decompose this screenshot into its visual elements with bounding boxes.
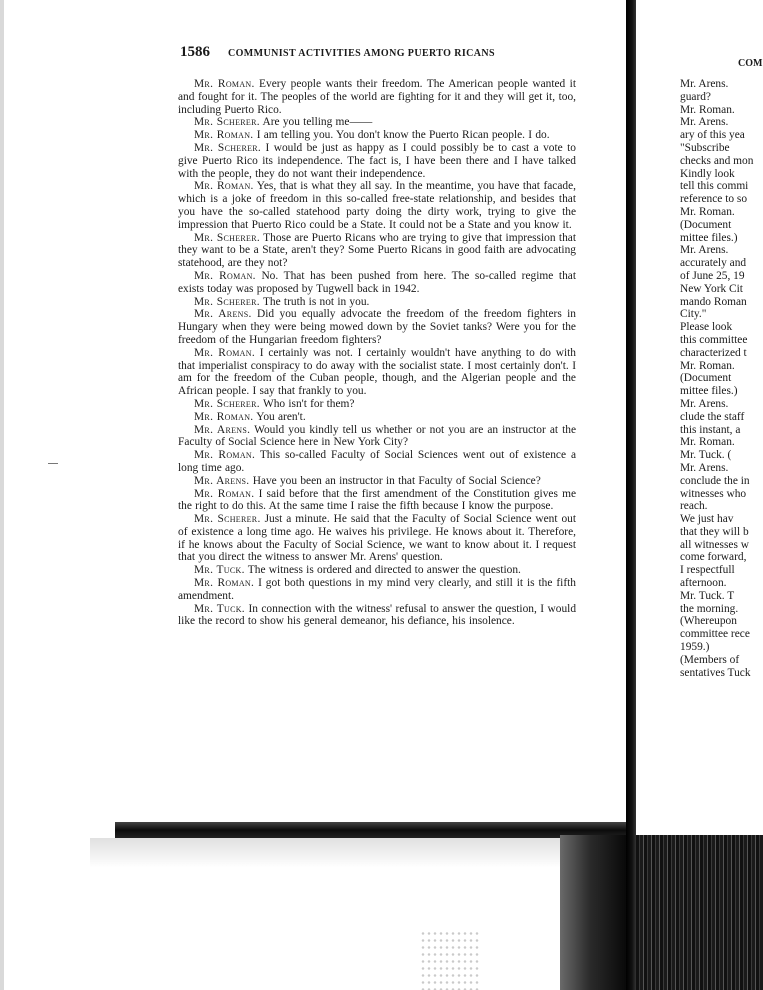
paragraph [178,603,576,629]
paragraph-text: In connection with the witness' refusal to answer the question, I would like the record to show his general demeanor, his defiance, his insolence. [178,602,577,628]
paragraph [178,308,576,346]
paragraph-text: I certainly was not. I certainly wouldn't have anything to do with that imperialist conspiracy to do away with the socialist state. I most certainly don't. I am for the freedom of the Cuban people, though, and the Algerian people and the African people. I say that frankly to you. [178,346,576,398]
facing-page-line: Kindly look [680,167,735,180]
margin-mark [48,463,58,464]
facing-page-line: New York Cit [680,282,743,295]
facing-page-line: come forward, [680,551,747,564]
speaker-label: Mr. Roman. [194,269,256,282]
paragraph [178,180,576,231]
paragraph-text: Yes, that is what they all say. In the meantime, you have that facade, which is a joke of freedom in this so-called free-state relationship, and besides that you have the so-called statehood party doing the dirty work, trying to give the impression that Puerto Rico could be a State. It could not be a State and you know it. [178,180,577,231]
speaker-label: Mr. Scherer. [194,141,262,154]
page-number: 1586 [180,44,210,60]
facing-page-line: 1959.) [680,641,710,654]
paragraph-text: Are you telling me—— [262,116,373,129]
facing-page-line: Mr. Tuck. ( [680,449,732,462]
paragraph [178,129,576,142]
paragraph [178,424,576,450]
facing-page-line: (Document [680,372,732,385]
facing-page-line: conclude the in [680,474,750,487]
facing-page-line: (Whereupon [680,615,737,628]
facing-page-line: checks and mon [680,154,754,167]
facing-page-line: characterized t [680,346,747,359]
speaker-label: Mr. Scherer. [194,116,260,129]
facing-page-line: I respectfull [680,564,735,577]
facing-page-line: Mr. Arens. [680,397,729,410]
facing-page-line: (Members of [680,653,740,666]
paragraph-text: Those are Puerto Ricans who are trying to give that impression that they want to be a State, aren't they? Some Puerto Ricans in good faith are advocating statehood, are they not? [178,231,576,270]
facing-page-bottom-shadow [636,835,763,990]
facing-page-line: Mr. Arens. [680,116,729,129]
paragraph [178,347,576,398]
facing-page-line: all witnesses w [680,538,749,551]
facing-page-line: Mr. Roman. [680,103,735,116]
paragraph [178,142,576,180]
speaker-label: Mr. Roman. [194,129,254,142]
facing-page-line: this committee [680,333,748,346]
facing-page-line: accurately and [680,257,747,270]
facing-page-line: mittee files.) [680,385,738,398]
paragraph [178,577,576,603]
facing-page-line: mando Roman [680,295,747,308]
speaker-label: Mr. Arens. [194,423,251,436]
paragraph-text: The witness is ordered and directed to answer the question. [247,564,521,577]
facing-page-line: of June 25, 19 [680,269,745,282]
speaker-label: Mr. Roman. [194,487,255,500]
paragraph-text: Every people wants their freedom. The American people wanted it and fought for it. The peoples of the world are fighting for it and they will get it, too, including Puerto Rico. [178,78,576,116]
speaker-label: Mr. Scherer. [194,295,260,308]
running-head: COMMUNIST ACTIVITIES AMONG PUERTO RICANS [228,48,495,59]
paragraph-text: You aren't. [256,410,306,423]
paragraph [178,411,576,424]
facing-page-line: guard? [680,90,711,103]
facing-page-line: witnesses who [680,487,747,500]
book-gutter [626,0,636,990]
paragraph [178,488,576,514]
paragraph-text: The truth is not in you. [262,295,370,308]
facing-page-line: mittee files.) [680,231,738,244]
scan-edge-shadow [0,0,4,990]
speaker-label: Mr. Roman. [194,180,254,193]
paragraph-text: I would be just as happy as I could possibly be to cast a vote to give Puerto Rico its independence. The fact is, I have been there and I have talked with the people, they do not want their independence. [178,141,576,180]
speaker-label: Mr. Arens. [194,308,252,321]
facing-page-line: Please look [680,321,733,334]
scan-noise [420,930,480,990]
speaker-label: Mr. Arens. [194,474,250,487]
speaker-label: Mr. Tuck. [194,564,245,577]
paragraph-text: I am telling you. You don't know the Puerto Rican people. I do. [256,129,550,142]
facing-page-text [680,78,763,679]
facing-page-line: ary of this yea [680,129,745,142]
facing-page-line: reference to so [680,193,748,206]
facing-page-line: (Document [680,218,732,231]
paragraph [178,116,576,129]
speaker-label: Mr. Roman. [194,449,256,462]
speaker-label: Mr. Tuck. [194,602,245,615]
facing-page-line: We just hav [680,513,734,526]
facing-page-line: Mr. Roman. [680,359,735,372]
paragraph-text: I got both questions in my mind very clearly, and still it is the fifth amendment. [178,577,576,602]
paragraph [178,270,576,296]
facing-page-line: sentatives Tuck [680,666,751,679]
paragraph-text: Just a minute. He said that the Faculty of Social Science went out of existence a long time ago. He waives his privilege. He knows about it. Therefore, if he knows about the Faculty of Social Science, we want to know about it. I request that you direct the witness to answer Mr. Arens' question. [178,513,577,564]
page-header [180,44,600,66]
paragraph-text: No. That has been pushed from here. The so-called regime that exists today was proposed by Tugwell back in 1942. [178,269,576,295]
paragraph-text: I said before that the first amendment of the Constitution gives me the right to do this. At the same time I raise the fifth because I know the purpose. [178,487,576,513]
paragraph [178,296,576,309]
paragraph-text: This so-called Faculty of Social Sciences went out of existence a long time ago. [178,449,576,474]
paragraph [178,78,576,116]
facing-page-line: Mr. Arens. [680,461,729,474]
speaker-label: Mr. Scherer. [194,397,260,410]
paragraph [178,449,576,475]
facing-page-line: committee rece [680,628,750,641]
gutter-shadow [560,835,636,990]
speaker-label: Mr. Roman. [194,346,255,359]
speaker-label: Mr. Roman. [194,577,255,590]
facing-page-line: afternoon. [680,577,727,590]
facing-page-line: that they will b [680,525,749,538]
paragraph [178,232,576,270]
speaker-label: Mr. Scherer. [194,231,261,244]
facing-page-running-head: COM [738,58,763,69]
paragraph-text: Have you been an instructor in that Faculty of Social Science? [252,474,541,487]
facing-page-line: clude the staff [680,410,745,423]
paragraph-text: Did you equally advocate the freedom of the freedom fighters in Hungary when they were being mowed down by the Soviet tanks? Were you for the freedom of the Hungarian freedom fighters? [178,308,577,346]
facing-page-line: Mr. Tuck. T [680,589,735,602]
paragraph [178,475,576,488]
facing-page-line: City." [680,308,707,321]
left-column-text [178,78,576,628]
facing-page-line: reach. [680,500,708,513]
facing-page-line: Mr. Arens. [680,244,729,257]
scan-haze [90,838,610,868]
paragraph [178,564,576,577]
facing-page-line: Mr. Roman. [680,205,735,218]
facing-page-line: this instant, a [680,423,741,436]
speaker-label: Mr. Roman. [194,78,255,90]
facing-page-line: the morning. [680,602,739,615]
paragraph-text: Would you kindly tell us whether or not you are an instructor at the Faculty of Social Science here in New York City? [178,423,577,449]
facing-page-line: tell this commi [680,180,749,193]
facing-page-line: "Subscribe [680,141,730,154]
paragraph [178,398,576,411]
page-fold-shadow [115,822,635,838]
paragraph-text: Who isn't for them? [262,397,355,410]
speaker-label: Mr. Roman. [194,410,254,423]
facing-page-line: Mr. Arens. [680,78,729,90]
paragraph [178,513,576,564]
facing-page-line: Mr. Roman. [680,436,735,449]
speaker-label: Mr. Scherer. [194,513,261,526]
